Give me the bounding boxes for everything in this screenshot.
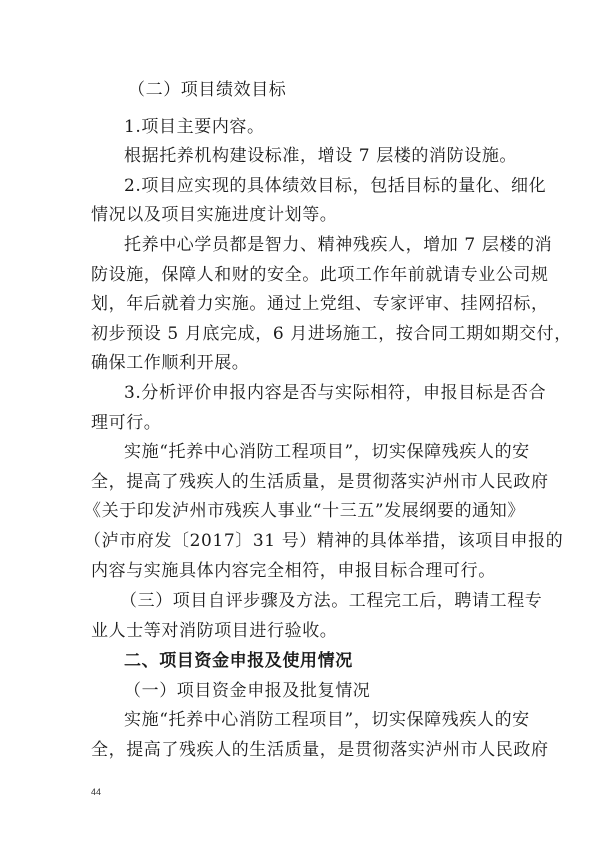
paragraph-line: （泸市府发〔2017〕31 号）精神的具体举措，该项目申报的 (84, 531, 564, 551)
paragraph-line: 全，提高了残疾人的生活质量，是贯彻落实泸州市人民政府 (91, 740, 549, 760)
paragraph-line: 业人士等对消防项目进行验收。 (91, 621, 338, 641)
paragraph-line: 《关于印发泸州市残疾人事业“十三五”发展纲要的通知》 (84, 501, 525, 521)
paragraph-line: 初步预设 5 月底完成，6 月进场施工，按合同工期如期交付， (91, 324, 572, 344)
section-heading-performance-goals: （二）项目绩效目标 (128, 80, 287, 100)
paragraph-line: 确保工作顺利开展。 (91, 353, 250, 373)
paragraph-line: 理可行。 (91, 413, 162, 433)
subheading-main-content: 1.项目主要内容。 (124, 117, 265, 137)
paragraph-line: 划，年后就着力实施。通过上党组、专家评审、挂网招标， (91, 294, 549, 314)
paragraph-line: 根据托养机构建设标准，增设 7 层楼的消防设施。 (124, 146, 518, 166)
paragraph-line: 托养中心学员都是智力、精神残疾人，增加 7 层楼的消 (124, 235, 553, 255)
page-number: 44 (91, 787, 102, 797)
subheading-analysis: 3.分析评价申报内容是否与实际相符，申报目标是否合 (124, 383, 547, 403)
paragraph-line: 防设施，保障人和财的安全。此项工作年前就请专业公司规 (91, 265, 549, 285)
subheading-funding-approval: （一）项目资金申报及批复情况 (124, 681, 371, 701)
paragraph-line: （三）项目自评步骤及方法。工程完工后，聘请工程专 (120, 591, 543, 611)
section-heading-funding: 二、项目资金申报及使用情况 (124, 651, 353, 671)
paragraph-line: 内容与实施具体内容完全相符，申报目标合理可行。 (91, 561, 496, 581)
paragraph-line: 全，提高了残疾人的生活质量，是贯彻落实泸州市人民政府 (91, 472, 549, 492)
paragraph-line: 实施“托养中心消防工程项目”，切实保障残疾人的安 (124, 710, 530, 730)
paragraph-line: 实施“托养中心消防工程项目”，切实保障残疾人的安 (124, 442, 530, 462)
subheading-performance-targets: 2.项目应实现的具体绩效目标，包括目标的量化、细化 (124, 176, 547, 196)
paragraph-line: 情况以及项目实施进度计划等。 (91, 205, 338, 225)
